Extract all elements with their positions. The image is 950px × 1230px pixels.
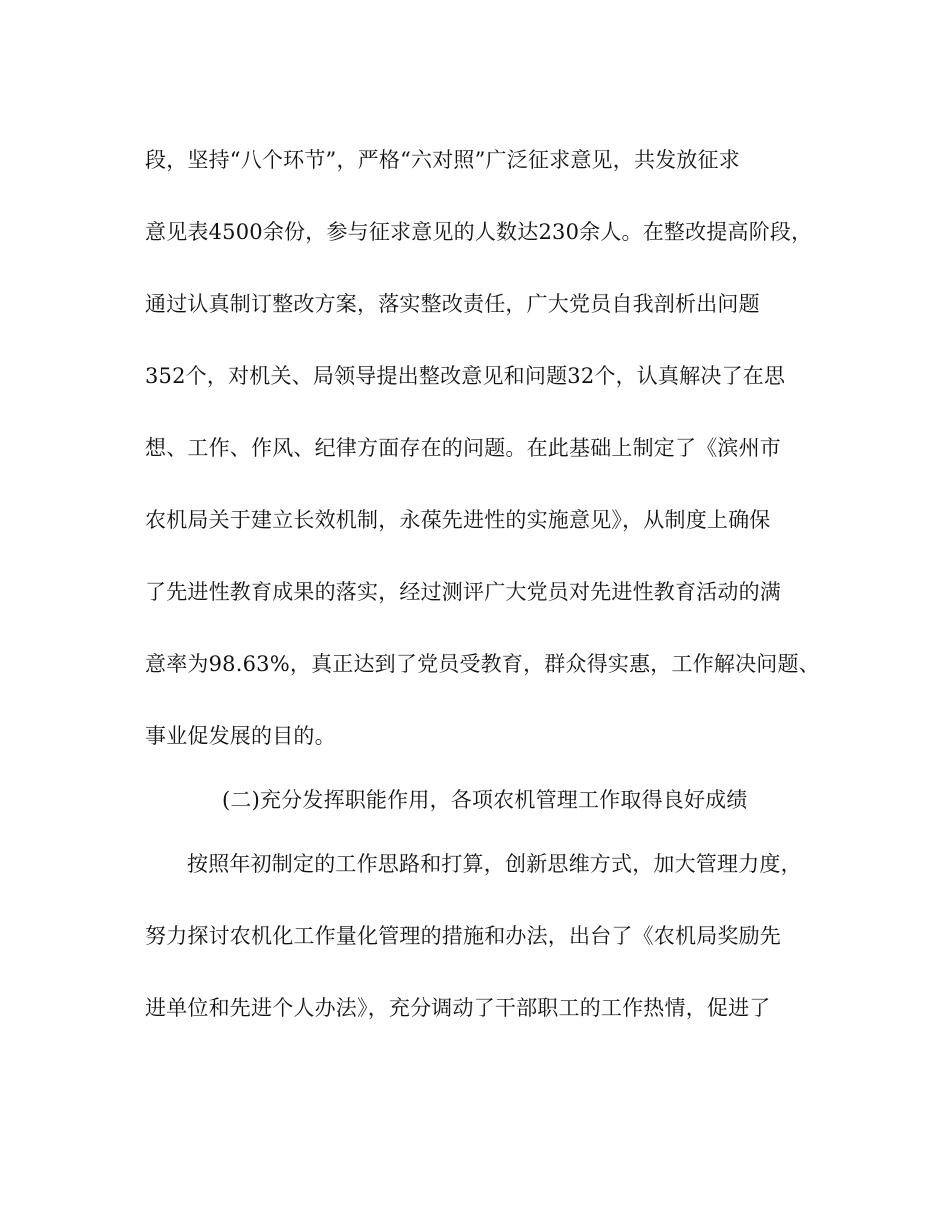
body-line-9: 事业促发展的目的。 xyxy=(145,724,336,748)
paragraph2-line-2: 努力探讨农机化工作量化管理的措施和办法，出台了《农机局奖励先 xyxy=(145,924,781,948)
body-line-1: 段，坚持“八个环节”，严格“六对照”广泛征求意见，共发放征求 xyxy=(145,148,740,172)
body-line-8: 意率为98.63%，真正达到了党员受教育，群众得实惠，工作解决问题、 xyxy=(145,652,820,676)
section-heading: (二)充分发挥职能作用，各项农机管理工作取得良好成绩 xyxy=(222,788,748,812)
body-line-3: 通过认真制订整改方案，落实整改责任，广大党员自我剖析出问题 xyxy=(145,292,760,316)
body-line-7: 了先进性教育成果的落实，经过测评广大党员对先进性教育活动的满 xyxy=(145,580,781,604)
body-line-6: 农机局关于建立长效机制，永葆先进性的实施意见》，从制度上确保 xyxy=(145,508,771,532)
body-line-5: 想、工作、作风、纪律方面存在的问题。在此基础上制定了《滨州市 xyxy=(145,436,781,460)
body-line-4: 352个，对机关、局领导提出整改意见和问题32个，认真解决了在思 xyxy=(145,364,786,388)
paragraph2-line-3: 进单位和先进个人办法》，充分调动了干部职工的工作热情，促进了 xyxy=(145,996,771,1020)
body-line-2: 意见表4500余份，参与征求意见的人数达230余人。在整改提高阶段， xyxy=(145,220,813,244)
paragraph2-line-1: 按照年初制定的工作思路和打算，创新思维方式，加大管理力度， xyxy=(187,852,802,876)
